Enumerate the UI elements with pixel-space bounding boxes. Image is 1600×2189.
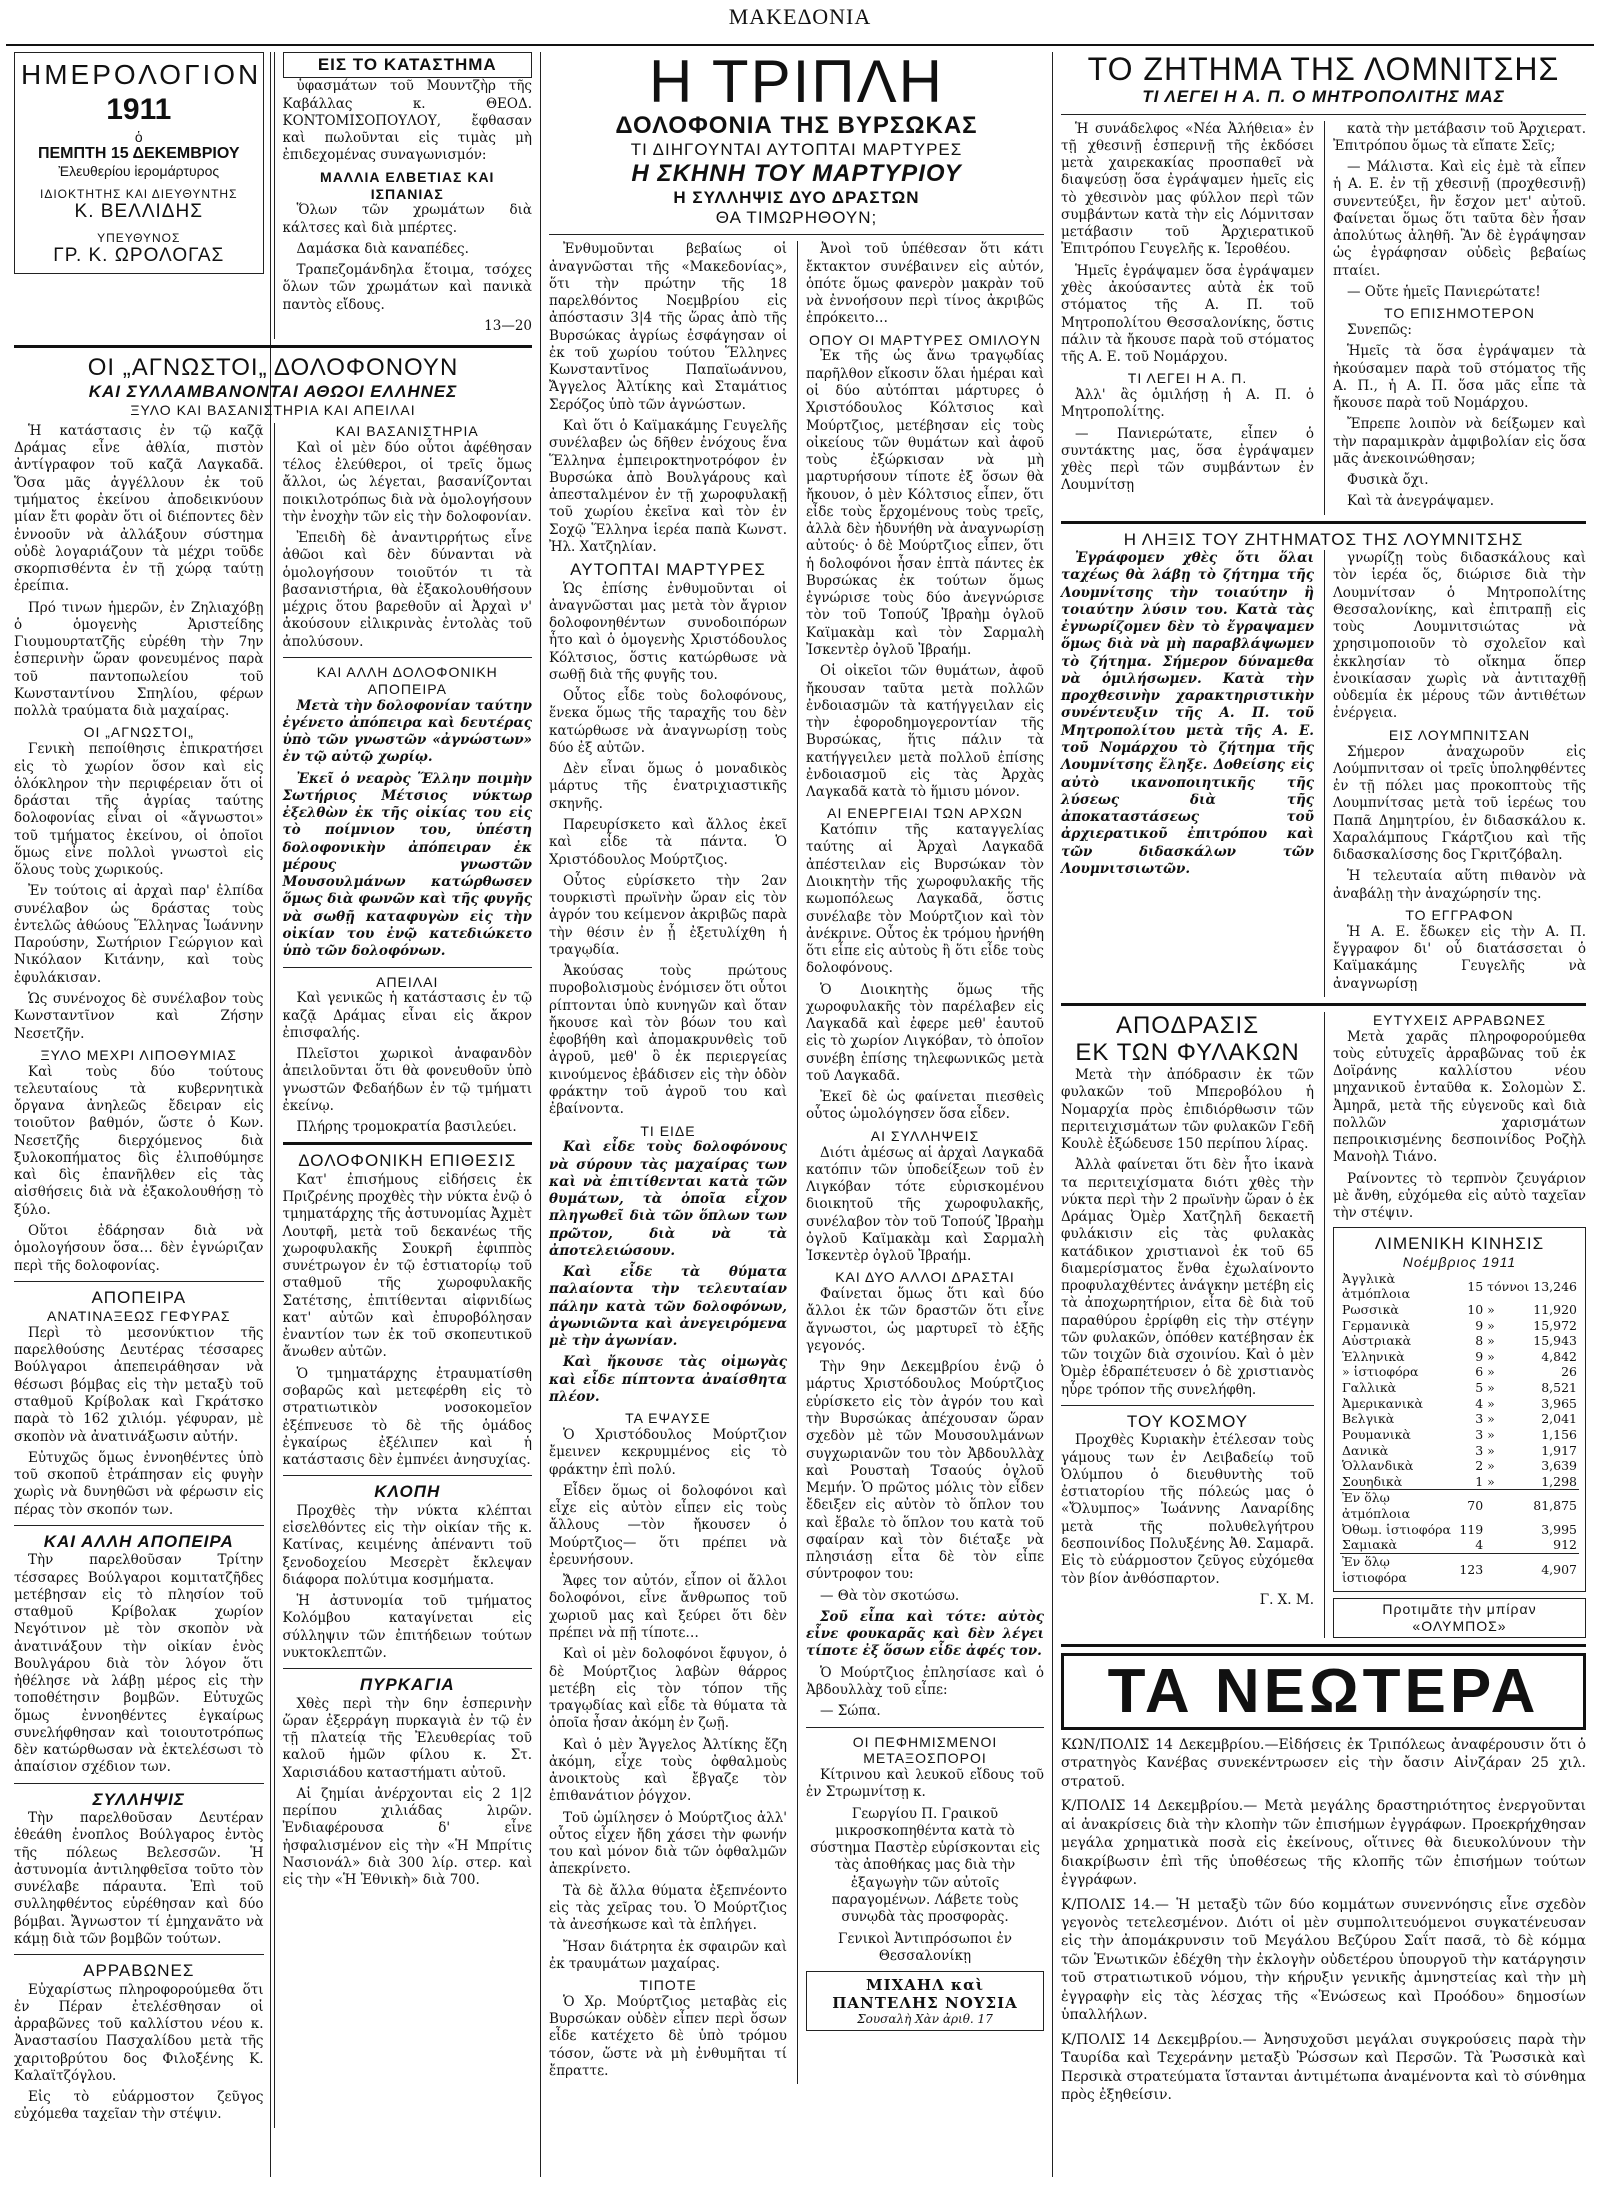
triple-line3: Η ΣΥΛΛΗΨΙΣ ΔΥΟ ΔΡΑΣΤΩΝ: [673, 187, 920, 207]
port-cell-name: Γερμανικὰ: [1342, 1317, 1410, 1333]
escape-p2: Ἀλλὰ φαίνεται ὅτι δὲν ἦτο ἱκανὰ τα περιτειχίσματα διότι χθὲς τὴν νύκτα περὶ τὴν 2 πρωϊνὴν ὥραν ὁ ἐκ Δράμας Ὀμὲρ Χατζηλῆ δεκαετῆ φυλάκισιν εἰς τὰς φυλακὰς κατάδικον χριστιανοὶ ἐκ τοῦ 65 διαμερίσματος ἔνθα ἐχωλαίνοντο προφυλαχθέντες ἀνάγκην μετέβη εἰς τὰ ἀποχωρητήριον, εἶτα δὲ διὰ τοῦ παραθύρου ἐρρίφθη εἰς τὴν στέγην τῶν φυλακῶν, ὁπόθεν κατέβησαν ἐκ τῶν τοιχῶν διὰ σχοινίου. Καὶ ὁ μὲν Ὀμὲρ ἐδραπέτευσεν ὁ δὲ χριστιανὸς ηὗρε τρόπον τῆς συνελήφθη.: [1061, 1157, 1314, 1398]
unknown-sub1: ΟΙ „ΑΓΝΩΣΤΟΙ„: [83, 724, 194, 741]
lomnitsa-p8: Συνεπῶς:: [1347, 322, 1412, 339]
rule: [1061, 1405, 1314, 1406]
triple-sub3: ΤΑ ΕΨΑΥΣΕ: [625, 1410, 711, 1427]
port-cell-name: Αὐστριακὰ: [1342, 1333, 1412, 1349]
latest-n3: Κ/ΠΟΛΙΣ 14.— Ἡ μεταξὺ τῶν δύο κομμάτων συνεννόησις εἶνε σχεδὸν γεγονὸς τετελεσμένον. Διότι οἱ μὲν συμπολιτευόμενοι συγκατένευσαν εἰς τὴν ἀπομάκρυνσιν τοῦ Μεγάλου Βεζύρου Σαΐτ πασᾶ, τὸ δὲ κόμμα τῶν Ἑνωτικῶν ἐδέχθη τὴν ἐκλογὴν οὐδετέρου ὑπουργοῦ τὴν κατάργησιν τοῦ στρατιωτικοῦ νόμου, τὴν κήρυξιν γενικῆς ἀμνηστείας καὶ τὴν μὴ ἐγγραφὴν εἰς τὰς λέσχας τῆς «Ἑνώσεως καὶ Προόδου» δημοσίων ὑπαλλήλων.: [1061, 1896, 1586, 2024]
lomnitsa-p2: Ἡμεῖς ἐγράψαμεν ὅσα ἐγράψαμεν χθὲς ἀκούσαντες αὐτὰ ἐκ τοῦ στόματος τῆς Α. Π. τοῦ Μητροπολίτου Θεσσαλονίκης, ὅστις πάλιν τὰ ἤκουσε παρὰ τοῦ στόματος τῆς Α. Ε. τοῦ Νομάρχου.: [1061, 262, 1314, 366]
port-table-row: [1340, 1396, 1579, 1412]
port-cell-count: 9: [1475, 1348, 1484, 1364]
end-question-right-col: [1324, 550, 1586, 997]
engagement-right-p1: Μετὰ χαρᾶς πληροφορούμεθα τοὺς εὐτυχεῖς ἀρραβῶνας τοῦ ἐκ Δοϊράνης καλλίστου νέου μηχανικοῦ ἐνταῦθα κ. Σολομὼν Σ. Ἀμηρᾶ, μετὰ τῆς εὐγενοῦς καὶ διὰ πολλῶν χαρισμάτων πεπροικισμένης δεσποινίδος Ροζὴλ Μανοὴλ Τιάνο.: [1333, 1028, 1586, 1166]
end-question-sub2: ΤΟ ΕΓΓΡΑΦΟΝ: [1405, 906, 1514, 923]
store-p4: Τραπεζομάνδηλα ἕτοιμα, τσόχες ὅλων τῶν χρωμάτων καὶ πανικὰ παντὸς εἴδους.: [282, 262, 532, 313]
port-table-row: [1340, 1474, 1579, 1490]
attack-p2: Ὁ τμηματάρχης ἐτραυματίσθη σοβαρῶς καὶ μετεφέρθη εἰς τὸ στρατιωτικὸν νοσοκομεῖον ἐξέπνευσε τὸ δὲ τῆς ὁμάδος ἐγκαίρως ἐξέλιπεν καὶ ἡ κατάστασις δὲν ἐμπνέει ἀνησυχίας.: [282, 1365, 532, 1469]
bridge-heading: ΑΠΟΠΕΙΡΑ: [91, 1287, 187, 1307]
engagement-left-p1: Εὐχαρίστως πληροφορούμεθα ὅτι ἐν Πέραν ἐτελέσθησαν οἱ ἀρραβῶνες τοῦ καλλίστου νέου κ. Ἀναστασίου Πασχαλίδου μετὰ τῆς χαριτοβρύτου δος Φιλοξένης Κ. Καλαϊτζόγλου.: [14, 1981, 264, 2084]
port-cell-count: 3: [1475, 1426, 1484, 1442]
port-table-body: [1340, 1271, 1579, 1490]
calendar-date: ΠΕΜΠΤΗ 15 ΔΕΚΕΜΒΡΙΟΥ: [37, 145, 240, 162]
fire-p2: Αἱ ζημίαι ἀνέρχονται εἰς 2 1|2 περίπου χιλιάδας λιρῶν. Ἐνδιαφέρουσα δ' εἶνε ἠσφαλισμένον εἰς τὴν «Ἡ Μπρίτις Νασιονάλ» διὰ 300 λίρ. στερ. καὶ εἰς τὴν «Ἡ Ἐθνικὴ» διὰ 700.: [282, 1785, 532, 1889]
triple-sub1: ΑΥΤΟΠΤΑΙ ΜΑΡΤΥΡΕΣ: [570, 560, 766, 580]
triple-p36: Γενικοὶ Ἀντιπρόσωποι ἐν Θεσσαλονίκῃ: [838, 1930, 1012, 1964]
responsible-name: ΓΡ. Κ. ΩΡΟΛΟΓΑΣ: [53, 245, 225, 266]
triple-p8: Ἀκούσας τοὺς πρώτους πυροβολισμοὺς ἐνόμισεν ὅτι οὗτοι ρίπτονται ὑπὸ κυνηγῶν καὶ ὅταν ἤκουσε καὶ τὸν βόων του καὶ ἐφοβήθη καὶ ἀπομακρυνθεὶς τοῦ ἀγροῦ, μεθ' ὃ ἐκ περιεργείας κινούμενος ἐβάδισεν εἰς τὴν ὁδὸν φράκτην τοῦ ἀγροῦ του καὶ ἐβαίνοντα.: [549, 963, 787, 1118]
silk-ad: [806, 1971, 1044, 2031]
triple-p7: Οὗτος εὑρίσκετο τὴν 2αν τουρκιστὶ πρωϊνὴν ὥραν εἰς τὸν ἀγρόν του κείμενον ἀκριβῶς παρὰ τὴν θέσιν ἐν ᾗ ἐξετυλίχθη ἡ τραγῳδία.: [549, 872, 787, 958]
triple-p24: Κατόπιν τῆς καταγγελίας ταύτης αἱ Ἀρχαὶ Λαγκαδᾶ ἀπέστειλαν εἰς Βυρσώκαν τὸν Διοικητὴν τῆς χωροφυλακῆς τῆς κωμοπόλεως Λαγκαδᾶ, ὅστις συνέλαβε τὸν Μούρτζιον καὶ τὸν ἀνέκρινε. Οὗτος ἐκ τρόμου ἠρνήθη ὅτι εἶπε εἰς αὐτοὺς ἢ ὅτι εἶδε τοὺς δολοφόνους.: [806, 822, 1044, 977]
triple-p6: Παρευρίσκετο καὶ ἄλλος ἐκεῖ καὶ εἶδε τὰ πάντα. Ὁ Χριστόδουλος Μούρτζιος.: [549, 816, 787, 868]
lomnitsa-subheading: ΤΙ ΛΕΓΕΙ Η Α. Π. Ο ΜΗΤΡΟΠΟΛΙΤΗΣ ΜΑΣ: [1142, 87, 1505, 107]
triple-p35: Γεωργίου Π. Γραικοῦ μικροσκοπηθέντα κατὰ τὸ σύστημα Παστὲρ εὑρίσκονται εἰς τὰς ἀποθήκας μας διὰ τὴν ἐξαγωγὴν τῶν αὐτοῖς παραγομένων. Λάβετε τοὺς συνῳδὰ τὰς προσφορὰς.: [810, 1805, 1040, 1926]
port-table: [1340, 1271, 1579, 1586]
threats-p2: Πλεῖστοι χωρικοὶ ἀναφανδὸν ἀπειλοῦνται ὅτι θὰ φονευθοῦν ὑπὸ γνωστῶν Φεδαήδων ἐν τῷ τμήματι ἐκείνῳ.: [282, 1046, 532, 1114]
right-section: [1053, 52, 1594, 2177]
port-cell-tons: 8,521: [1541, 1380, 1577, 1396]
rule: [1061, 114, 1586, 115]
port-total-unit: [1485, 1553, 1531, 1585]
threats-p3: Πλήρης τρομοκρατία βασιλεύει.: [296, 1119, 517, 1136]
calendar-article: ὁ: [134, 129, 143, 145]
lomnitsa-left-col: [1061, 121, 1314, 515]
port-totals: [1340, 1490, 1579, 1585]
triple-p13: Εἶδεν ὅμως οἱ δολοφόνοι καὶ εἶχε εἰς αὐτὸν εἶπεν εἰς τοὺς ἄλλους —τὸν ἤκουσεν ὁ Μούρτζιος— ὅτι πρέπει νὰ ἐρευνήσουν.: [549, 1482, 787, 1568]
rule: [1061, 1644, 1586, 1647]
port-total-name: Ἐν ὅλῳ ἱστιοφόρα: [1340, 1553, 1457, 1585]
store-heading: ΕΙΣ ΤΟ ΚΑΤΑΣΤΗΜΑ: [283, 52, 533, 78]
rule: [14, 1525, 264, 1526]
fire-heading: ΠΥΡΚΑΓΙΑ: [359, 1675, 455, 1695]
threats-p1: Καὶ γενικῶς ἡ κατάστασις ἐν τῷ καζᾷ Δράμας εἶναι εἰς ἄκρον ἐπισφαλής.: [282, 990, 532, 1041]
rule: [14, 1281, 264, 1282]
port-cell-tons: 1,298: [1541, 1473, 1577, 1489]
escape-p3: Προχθὲς Κυριακὴν ἐτέλεσαν τοὺς γάμους των ἐν Λειβαδείῳ τοῦ Ὀλύμπου ὁ διευθυντὴς τοῦ ἐστιατορίου τῆς πόλεώς μας ὁ «Ὄλυμπος» Ἰωάννης Λαναρίδης μετὰ τῆς πολυθελγήτρου δεσποινίδος Πολυξένης Ἀθ. Σαμαρᾶ. Εἰς τὸ εὐάρμοστον ζεῦγος εὐχόμεθα τὸν βίον ἀνθόσπαρτον.: [1061, 1432, 1314, 1587]
end-question-left-col: [1061, 550, 1314, 997]
rule: [14, 1783, 264, 1784]
arrest-left-p1: Τὴν παρελθοῦσαν Δευτέραν ἐθεάθη ἐνοπλος Βούλγαρος ἐντὸς τῆς πόλεως Βελεσσῶν. Ἡ ἀστυνομία ἀντιληφθεῖσα τοῦτο τὸν συνέλαβε πάραυτα. Ἐπὶ τοῦ συλληφθέντος εὑρέθησαν καὶ δύο βόμβαι. Ἄγνωστον τί ἐμηχανᾶτο νὰ κάμῃ διὰ τῶν βομβῶν τούτων.: [14, 1810, 264, 1947]
engagement-right-p2: Ραίνοντες τὸ τερπνὸν ζευγάριον μὲ ἄνθη, εὐχόμεθα εἰς αὐτὸ ταχεῖαν τὴν στέψιν.: [1333, 1170, 1586, 1222]
port-total-row: [1340, 1537, 1579, 1553]
masthead: ΜΑΚΕΔΟΝΙΑ: [728, 4, 872, 29]
port-cell-unit: τόννοι: [1487, 1278, 1530, 1294]
lomnitsa-p11: Φυσικὰ ὄχι.: [1347, 472, 1429, 489]
end-question-p5: Ἡ Α. Ε. ἔδωκεν εἰς τὴν Α. Π. ἔγγραφον δι' οὗ διατάσσεται ὁ Καϊμακάμης Γευγελῆς νὰ ἀναγνωρίσῃ: [1333, 923, 1586, 992]
escape-subheading: ΕΚ ΤΩΝ ΦΥΛΑΚΩΝ: [1075, 1039, 1300, 1067]
port-cell-name: Ρωσσικὰ: [1342, 1301, 1399, 1317]
torture-heading: ΚΑΙ ΒΑΣΑΝΙΣΤΗΡΙΑ: [335, 422, 479, 439]
lomnitsa-p12: Καὶ τὰ ἀνεγράψαμεν.: [1347, 493, 1495, 510]
port-table-row: [1340, 1380, 1579, 1396]
port-cell-tons: 3,965: [1541, 1395, 1577, 1411]
calendar-box: [14, 52, 264, 274]
triple-p25: Ὁ Διοικητὴς ὅμως τῆς χωροφυλακῆς τὸν παρέλαβεν εἰς Λαγκαδᾶ καὶ ἐφερε μεθ' ἑαυτοῦ εἰς τὸ χωρίον Λιγκόβαν, τὸ ὁποῖον συνέβη ἐπίσης τηλεφωνικῶς μετὰ τοῦ Λαγκαδᾶ.: [806, 981, 1044, 1084]
port-cell-unit: »: [1487, 1380, 1495, 1396]
triple-p10: Καὶ εἶδε τὰ θύματα παλαίοντα τὴν τελευταίαν πάλην κατὰ τῶν δολοφόνων, ἀγωνιῶντα καὶ ἀνεγειρόμενα μὲ τὴν ἀγωνίαν.: [549, 1264, 787, 1350]
port-cell-tons: 2,041: [1541, 1411, 1577, 1427]
port-cell-tons: 15,972: [1533, 1317, 1577, 1333]
engagement-right-heading: ΕΥΤΥΧΕΙΣ ΑΡΡΑΒΩΝΕΣ: [1372, 1011, 1547, 1028]
triple-p32: Ὁ Μούρτζιος ἐπλησίασε καὶ ὁ Ἀβδουλλὰχ τοῦ εἶπε:: [806, 1664, 1044, 1698]
port-cell-tons: 1,156: [1541, 1426, 1577, 1442]
lomnitsa-body: [1061, 121, 1586, 515]
triple-p3: Ὡς ἐπίσης ἐνθυμοῦνται οἱ ἀναγνῶσται μας μετὰ τὸν ἄγριον δολοφονηθέντων συνοδοιπόρων ἦτο καὶ ὁ ὁμογενὴς Χριστόδουλος Κόλτσιος, ὅστις κατώρθωσε νὰ σωθῇ διὰ τῆς φυγῆς του.: [549, 580, 787, 683]
triple-p14: Ἄφες τον αὐτόν, εἶπον οἱ ἄλλοι δολοφόνοι, εἶνε ἄνθρωπος τοῦ χωριοῦ μας καὶ ξεύρει ὅτι δὲν πρέπει νὰ πῇ τίποτε…: [549, 1573, 787, 1641]
port-cell-tons: 15,943: [1533, 1333, 1577, 1349]
port-total-tons: 3,995: [1541, 1521, 1577, 1537]
ad-address: Σουσαλὴ Χὰν ἀριθ. 17: [857, 2012, 993, 2027]
port-table-row: [1340, 1302, 1579, 1318]
lomnitsa-heading: ΤΟ ΖΗΤΗΜΑ ΤΗΣ ΛΟΜΝΙΤΣΗΣ: [1087, 52, 1560, 87]
lomnitsa-p5: κατὰ τὴν μετάβασιν τοῦ Ἀρχιερατ. Ἐπιτρόπου ὅμως τὰ εἴπατε Σεῖς;: [1333, 120, 1586, 154]
port-cell-unit: »: [1487, 1426, 1495, 1442]
port-cell-name: Βελγικὰ: [1342, 1411, 1395, 1427]
ad-names: ΜΙΧΑΗΛ καὶ ΠΑΝΤΕΛΗΣ ΝΟΥΣΙΑ: [832, 1976, 1018, 2013]
triple-sub9: ΟΙ ΠΕΦΗΜΙΣΜΕΝΟΙ ΜΕΤΑΞΟΣΠΟΡΟΙ: [852, 1733, 998, 1767]
lomnitsa-p6: — Μάλιστα. Καὶ εἰς ἐμὲ τὰ εἶπεν ἡ Α. Ε. ἐν τῇ χθεσινῇ (προχθεσινῇ) συνεντεύξει, ἣν ἔσχον μετ' αὐτοῦ. Φαίνεται ὅμως ὅτι ταῦτα δὲν ἦσαν ἀπολύτως ἀληθῆ. Ἂν δὲ ἐγράψησαν ὡς ἐγράφησαν οὐδεὶς βεβαίως πταίει.: [1333, 159, 1586, 279]
end-question-sub1: ΕΙΣ ΛΟΥΜΠΝΙΤΣΑΝ: [1388, 726, 1531, 743]
port-cell-unit: »: [1487, 1411, 1495, 1427]
port-cell-unit: »: [1487, 1364, 1495, 1380]
fire-p1: Χθὲς περὶ τὴν 6ην ἑσπερινὴν ὥραν ἐξερράγη πυρκαγιὰ ἐν τῷ ἐν τῇ πλατείᾳ τῆς Ἐλευθερίας τοῦ καλοῦ ἡμῶν φίλου κ. Στ. Χαρισιάδου καταστήματι αὐτοῦ.: [282, 1695, 532, 1781]
port-cell-count: 4: [1475, 1395, 1484, 1411]
triple-right-col: [797, 241, 1044, 2084]
triple-p16: Καὶ ὁ μὲν Ἄγγελος Ἀλτίκης ἔζη ἀκόμη, εἶχε τοὺς ὀφθαλμοὺς ἀνοικτοὺς καὶ ἔβγαζε τὸν ἐπιθανάτιον ῥόγχον.: [549, 1736, 787, 1805]
calendar-saint: Ἐλευθερίου ἱερομάρτυρος: [58, 163, 220, 179]
unknown-p3: Γενικὴ πεποίθησις ἐπικρατήσει εἰς τὸ χωρίον ὅσον καὶ εἰς ὁλόκληρον τὴν περιφέρειαν ὅτι οἱ δράσται τῆς ἀγρίας ταύτης δολοφονίας εἶναι οἱ «ἄγνωστοι» τοῦ τμήματος ἐκείνου, οἱ ὁποῖοι ὅμως εἶνε πολλοὶ γνωστοὶ εἰς ὅλους τοὺς χωρικούς.: [14, 741, 264, 879]
port-cell-name: Γαλλικὰ: [1342, 1380, 1397, 1396]
port-cell-unit: »: [1487, 1301, 1495, 1317]
triple-p31: Σοῦ εἶπα καὶ τότε: αὐτὸς εἶνε φουκαρᾶς καὶ δὲν λέγει τίποτε ἐξ ὅσων εἶδε ἀφές τον.: [806, 1608, 1044, 1660]
unknown-p7: Οὕτοι ἐδάρησαν διὰ νὰ ὁμολογήσουν ὅσα… δὲν ἐγνώριζαν περὶ τῆς δολοφονίας.: [14, 1222, 264, 1274]
top-rule: [6, 44, 1594, 46]
port-total-count: 119: [1459, 1521, 1484, 1537]
port-cell-tons: 4,842: [1541, 1348, 1577, 1364]
port-total-count: 70: [1457, 1490, 1485, 1522]
triple-p12: Ὁ Χριστόδουλος Μούρτζιον ἔμεινεν κεκρυμμένος εἰς τὸ φράκτην ἐπὶ πολύ.: [549, 1427, 787, 1478]
triple-subheading: ΔΟΛΟΦΟΝΙΑ ΤΗΣ ΒΥΡΣΩΚΑΣ: [615, 112, 978, 139]
unknown-sub2: ΞΥΛΟ ΜΕΧΡΙ ΛΙΠΟΘΥΜΙΑΣ: [40, 1046, 237, 1063]
lomnitsa-p1: Ἡ συνάδελφος «Νέα Ἀλήθεια» ἐν τῇ χθεσινῇ ἑσπερινῇ τῆς ἐκδόσει μετὰ χαιρεκακίας προσπαθεῖ νὰ διαψεύσῃ ὅσα ἐγράψαμεν ἡμεῖς εἰς τὸ χθεσινὸν μας φύλλον περὶ τῶν συμβάντων κατὰ τὴν εἰς Λόμνιτσαν μετάβασιν τοῦ Ἀρχιερατικοῦ Ἐπιτρόπου Γευγελῆς κ. Ἱεροθέου.: [1061, 120, 1314, 258]
end-question-heading: Η ΛΗΞΙΣ ΤΟΥ ΖΗΤΗΜΑΤΟΣ ΤΗΣ ΛΟΥΜΝΙΤΣΗΣ: [1123, 529, 1524, 549]
lomnitsa-p3: Ἀλλ' ἂς ὁμιλήσῃ ἡ Α. Π. ὁ Μητροπολίτης.: [1061, 387, 1314, 421]
port-cell-tons: 1,917: [1541, 1442, 1577, 1458]
escape-sig: Γ. Χ. Μ.: [1259, 1591, 1314, 1608]
theft-p2: Ἡ ἀστυνομία τοῦ τμήματος Κολόμβου καταγίνεται εἰς σύλληψιν τῶν ἐπιτήδειων τούτων νυκτοκλεπτῶν.: [282, 1593, 532, 1661]
port-table-row: [1340, 1318, 1579, 1334]
rule: [1061, 521, 1586, 524]
triple-p9: Καὶ εἶδε τοὺς δολοφόνους νὰ σύρουν τὰς μαχαίρας των καὶ νὰ ἐπιτίθενται κατὰ τῶν θυμάτων, τὰ ὁποῖα εἶχον πληγωθεῖ διὰ τῶν ὅπλων των πρῶτον, διὰ νὰ τὰ ἀποτελειώσουν.: [549, 1139, 787, 1259]
port-cell-unit: »: [1487, 1317, 1495, 1333]
rule: [283, 967, 533, 968]
escape-sub1: ΤΟΥ ΚΟΣΜΟΥ: [1126, 1412, 1249, 1432]
triple-sub4: ΤΙΠΟΤΕ: [639, 1977, 697, 1994]
left-section: [6, 52, 540, 2177]
unknown-body: [14, 423, 532, 2128]
port-table-row: [1340, 1333, 1579, 1349]
port-cell-count: 3: [1475, 1411, 1484, 1427]
unknown-p1: Ἡ κατάστασις ἐν τῷ καζᾷ Δράμας εἶνε ἀθλία, πιστὸν ἀντίγραφον τοῦ καζᾶ Λαγκαδᾶ. Ὅσα μᾶς ἀγγέλλουν ἐκ τοῦ τμήματος ἐκείνου ἀποδεικνύουν μίαν ἔτι φορὰν ὅτι οἱ διέποντες δὲν ἐννοοῦν νὰ ἀλλάξουν σύστημα οὐδὲ λογαριάζουν τὰ μέχρι τοῦδε σκορπισθέντα ἐν τῇ χώρᾳ ταύτῃ ἐρείπια.: [14, 422, 264, 595]
end-question-p4: Ἡ τελευταία αὕτη πιθανὸν νὰ ἀναβάλῃ τὴν ἀναχώρησίν της.: [1333, 868, 1586, 902]
port-cell-unit: »: [1487, 1473, 1495, 1489]
lomnitsa-p7: — Οὔτε ἡμεῖς Πανιερώτατε!: [1347, 283, 1541, 300]
theft-p1: Προχθὲς τὴν νύκτα κλέπται εἰσελθόντες εἰς τὴν οἰκίαν τῆς κ. Κατίνας, κειμένης ἀπέναντι τοῦ ξενοδοχείου Μεσερὲτ ἔκλεψαν διάφορα πολύτιμα κοσμήματα.: [282, 1502, 532, 1588]
bridge-p1: Περὶ τὸ μεσονύκτιον τῆς παρελθούσης Δευτέρας τέσσαρες Βούλγαροι ἀπεπειράθησαν νὰ θέσωσι βόμβας εἰς τὴν μεταξὺ τοῦ σταθμοῦ Κρίβολακ καὶ Γκράτσκο παρὰ τὸ 162 χιλιόμ. γέφυραν, μὲ σκοπὸν νὰ ἀνατινάξωσιν αὐτήν.: [14, 1324, 264, 1445]
latest-n1: ΚΩΝ/ΠΟΛΙΣ 14 Δεκεμβρίου.—Εἰδήσεις ἐκ Τριπόλεως ἀναφέρουσιν ὅτι ὁ στρατηγὸς Κανέβας συνεκέντρωσεν εἰς τὴν ὄασιν Αἰνζάραν 25 χιλ. στρατοῦ.: [1061, 1736, 1586, 1790]
unknown-left-col: [14, 423, 264, 2128]
escape-p1: Μετὰ τὴν ἀπόδρασιν ἐκ τῶν φυλακῶν τοῦ Μπεροβόλου ἡ Νομαρχία πρὸς ἐπιδιόρθωσιν τῶν περιτειχισμάτων τῶν φυλακῶν Γεδῆ Κουλὲ ἐξώδευσε 150 περίπου λίρας.: [1061, 1066, 1314, 1153]
port-cell-unit: »: [1487, 1348, 1495, 1364]
port-table-row: [1340, 1427, 1579, 1443]
port-total-row: [1340, 1490, 1579, 1522]
threats-heading: ΑΠΕΙΛΑΙ: [376, 973, 439, 990]
port-total-row: [1340, 1522, 1579, 1538]
unknown-subheading: ΚΑΙ ΣΥΛΛΑΜΒΑΝΟΝΤΑΙ ΑΘΩΟΙ ΕΛΛΗΝΕΣ: [88, 381, 458, 401]
lomnitsa-p9: Ἡμεῖς τὰ ὅσα ἐγράψαμεν τὰ ἠκούσαμεν παρὰ τοῦ στόματος τῆς Α. Π., ἡ Α. Π. ὅσα μᾶς εἶπε τὰ ἤκουσε παρὰ τοῦ Νομάρχου.: [1333, 343, 1586, 412]
latest-heading: ΤΑ ΝΕΩΤΕΡΑ: [1061, 1653, 1586, 1730]
port-heading: ΛΙΜΕΝΙΚΗ ΚΙΝΗΣΙΣ: [1374, 1233, 1545, 1253]
port-cell-count: 10: [1467, 1301, 1484, 1317]
port-cell-tons: 26: [1561, 1364, 1577, 1380]
rule: [283, 1668, 533, 1669]
triple-p26: Ἐκεῖ δὲ ὡς φαίνεται πιεσθεὶς οὗτος ὡμολόγησεν ὅσα εἶδεν.: [806, 1089, 1044, 1123]
port-total-count: 123: [1457, 1553, 1485, 1585]
engagement-port-col: [1324, 1012, 1586, 1638]
triple-sub7: ΑΙ ΣΥΛΛΗΨΕΙΣ: [870, 1127, 980, 1144]
lomnitsa-p10: Ἔπρεπε λοιπὸν νὰ δείξωμεν καὶ τὴν παραμικρὰν ἀμφιβολίαν εἰς ὅσα μᾶς ἀνεκοινώθησαν;: [1333, 416, 1586, 467]
bridge-p2: Εὐτυχῶς ὅμως ἐννοηθέντες ὑπὸ τοῦ σκοποῦ ἐτράπησαν εἰς φυγὴν χωρὶς νὰ δυνηθῶσι νὰ φέρωσιν εἰς πέρας τὸν σκοπόν των.: [14, 1449, 264, 1518]
rule: [806, 1727, 1044, 1728]
triple-p23: Οἱ οἰκεῖοι τῶν θυμάτων, ἀφοῦ ἤκουσαν ταῦτα μετὰ πολλῶν ἐνδοιασμῶν τὰ κατήγγειλαν εἰς τὴν ἐφοροδημογεροντίαν τῆς Βυρσώκας, ἥτις πάλιν τὰ κατήγγειλεν μετὰ πολλοῦ ἐπίσης ἐνδοιασμοῦ εἰς τὰς Ἀρχὰς Λαγκαδᾶ κατὰ τὸ ἥμισυ μόνον.: [806, 663, 1044, 801]
port-cell-unit: »: [1487, 1333, 1495, 1349]
port-cell-count: 15: [1467, 1278, 1484, 1294]
unknown-heading: ΟΙ „ΑΓΝΩΣΤΟΙ„ ΔΟΛΟΦΟΝΟΥΝ: [87, 354, 459, 382]
port-cell-count: 1: [1475, 1473, 1484, 1489]
director-name: Κ. ΒΕΛΛΙΔΗΣ: [74, 201, 203, 222]
attack-p1: Κατ' ἐπισήμους εἰδήσεις ἐκ Πριζρένης προχθὲς τὴν νύκτα ἐνῷ ὁ τμηματάρχης τῆς ἀστυνομίας Ἀχμὲτ Λουτφῆ, μετὰ τοῦ δεκανέως τῆς χωροφυλακῆς Σουκρῆ ἐφιππὸς συνέτρωγον ἐν τῷ ἑστιατορίῳ τοῦ σταθμοῦ τῆς χωροφυλακῆς Σατέτσης, ἐπιτίθενται αἰφνιδίως κατ' αὐτῶν καὶ ἐπυροβόλησαν ἐναντίον των ἐκ τοῦ σκοπευτικοῦ ἄνωθεν αὐτῶν.: [282, 1171, 532, 1361]
store-p3: Δαμάσκα διὰ καναπέδες.: [296, 240, 469, 257]
port-total-name: Ὀθωμ. ἱστιοφόρα: [1342, 1521, 1451, 1537]
triple-p21: Ἀνοὶ τοῦ ὑπέθεσαν ὅτι κάτι ἔκτακτον συνέβαινεν εἰς αὐτόν, ὁπότε ὅμως φανερὸν μακρὰν τοῦ νὰ ἐννοήσουν περὶ τίνος ἀκριβῶς ἐπρόκειτο…: [806, 241, 1044, 327]
port-cell-unit: »: [1487, 1395, 1495, 1411]
port-cell-name: Ὁλλανδικὰ: [1342, 1458, 1414, 1474]
port-cell-name: » ἱστιοφόρα: [1342, 1364, 1419, 1380]
bridge-subheading: ΑΝΑΤΙΝΑΞΕΩΣ ΓΕΦΥΡΑΣ: [47, 1308, 231, 1325]
triple-p29: Τὴν 9ην Δεκεμβρίου ἐνῷ ὁ μάρτυς Χριστόδουλος Μούρτζιος εὑρίσκετο εἰς τὸν ἀγρόν του καὶ τὴν Βυρσώκας ἀπέχουσαν ὥραν σχεδὸν μὲ τῶν Μουσουλμάνων συγχωριανῶν του τὸν Ἀβδουλλὰχ καὶ Ρουσταὴ Τσαούς ὀγλοῦ Μεμήν. Ὁ πρῶτος μόλις τὸν εἶδεν ἔδειξεν εἰς αὐτὸν τὸ ὅπλον του καὶ ἔβαλε τὸ ὅπλον του κατὰ τοῦ σφαίραν καὶ τὸν διέταξε νὰ πλησιάσῃ εἶτα δὲ τὸν εἶπε σύντροφον του:: [806, 1359, 1044, 1583]
triple-sub6: ΑΙ ΕΝΕΡΓΕΙΑΙ ΤΩΝ ΑΡΧΩΝ: [827, 805, 1023, 822]
triple-p1: Ἐνθυμοῦνται βεβαίως οἱ ἀναγνῶσται τῆς «Μακεδονίας», ὅτι τὴν πρώτην τῆς 18 παρελθόντος Νοεμβρίου εἰς ἀπόστασιν 3|4 τῆς ὥρας ἀπὸ τῆς Βυρσώκας ἀγρίως ἐσφάγησαν οἱ ἐκ τοῦ χωρίου τούτου Ἕλληνες Κωνσταντῖνος Παπαϊωάννου, Ἄγγελος Ἀλτίκης καὶ Σταμάτιος Σερόζος ὑπὸ τῶν ἀγνώστων.: [549, 241, 787, 413]
triple-sub8: ΚΑΙ ΔΥΟ ΑΛΛΟΙ ΔΡΑΣΤΑΙ: [835, 1269, 1015, 1286]
triple-line1: ΤΙ ΔΙΗΓΟΥΝΤΑΙ ΑΥΤΟΠΤΑΙ ΜΑΡΤΥΡΕΣ: [630, 139, 963, 159]
port-cell-count: 8: [1475, 1333, 1484, 1349]
triple-p17: Τοῦ ὡμίλησεν ὁ Μούρτζιος ἀλλ' οὗτος εἶχεν ἤδη χάσει τὴν φωνήν του καὶ μόνον διὰ τῶν ὀφθαλμῶν ἀπεκρίνετο.: [549, 1809, 787, 1878]
port-total-count: 4: [1475, 1537, 1484, 1553]
calendar-title: ΗΜΕΡΟΛΟΓΙΟΝ: [21, 59, 262, 90]
port-cell-name: Ἀμερικανικὰ: [1342, 1395, 1423, 1411]
theft-heading: ΚΛΟΠΗ: [374, 1482, 441, 1502]
escape-col: [1061, 1012, 1314, 1638]
rule: [1061, 1003, 1586, 1006]
middle-section: [541, 52, 1052, 2177]
engagement-left-heading: ΑΡΡΑΒΩΝΕΣ: [83, 1961, 195, 1981]
other-attempt-p1: Μετὰ τὴν δολοφονίαν ταύτην ἐγένετο ἀπόπειρα καὶ δευτέρας ὑπὸ τῶν γνωστῶν «ἀγνώστων» ἐν τῷ αὐτῷ χωρίῳ.: [282, 697, 532, 766]
unknown-p6: Καὶ τοὺς δύο τούτους τελευταίους τὰ κυβερνητικὰ ὄργανα ἀνηλεῶς ἔδειραν εἰς τοιοῦτον βαθμόν, ὥστε ὁ Κων. Νεσετζῆς διερχόμενος διὰ ξυλοκοπήματος δὶς ἐλιποθύμησε καὶ δὶς ἐπανῆλθεν εἰς τὰς αἰσθήσεις διὰ νὰ ἐξακολουθήσῃ τὸ ξύλο.: [14, 1063, 264, 1218]
port-total-tons: 912: [1553, 1537, 1577, 1553]
triple-p22: Ἐκ τῆς ὡς ἄνω τραγῳδίας παρῆλθον εἴκοσιν ὅλαι ἡμέραι καὶ οἱ δύο αὐτόπται μάρτυρες ὁ Χριστόδουλος Κόλτσιος καὶ Μούρτζιος, μετέβησαν εἰς τοὺς οἰκείους τῶν θυμάτων καὶ ἀφοῦ τοὺς ἐξώρκισαν νὰ μὴ μαρτυρήσουν τίποτε ἐξ ὅσων θὰ ἤκουον, ὁ μὲν Κόλτσιος εἶπεν, ὅτι εἶδε τοὺς ἔρχομένους τοὺς τρεῖς, ἀλλὰ δὲν ἠδυνήθη νὰ ἀναγνωρίσῃ αὐτούς· ὁ δὲ Μούρτζιος εἶπεν, ὅτι ἡ δολοφόνοι ἦσαν ἑπτὰ πάντες ἐκ Βυρσώκας ἐκ τούτων ὅμως ἐγνώρισε τοὺς δύο ἀνεγνώρισε τὸν τοῦ Τοπούζ Ἰβραὴμ ὀγλοῦ Καϊμακὰμ καὶ τὸν Σαρμαλὴ Ἰσκεντὲρ ὀγλοῦ Ἰβραήμ.: [806, 348, 1044, 658]
triple-line4: ΘΑ ΤΙΜΩΡΗΘΟΥΝ;: [715, 207, 878, 227]
port-cell-unit: »: [1487, 1458, 1495, 1474]
escape-heading: ΑΠΟΔΡΑΣΙΣ: [1115, 1011, 1260, 1039]
lomnitsa-sub2: ΤΟ ΕΠΙΣΗΜΟΤΕΡΟΝ: [1384, 305, 1535, 322]
top-left-row: [14, 52, 532, 339]
rule: [14, 345, 532, 348]
triple-p18: Τὰ δὲ ἄλλα θύματα ἐξεπνέοντο εἰς τὰς χεῖρας του. Ὁ Μούρτζιος τὰ ἀνεσήκωσε καὶ τὰ ἐπλήγει.: [549, 1882, 787, 1934]
another-heading: ΚΑΙ ΑΛΛΗ ΑΠΟΠΕΙΡΑ: [43, 1531, 234, 1551]
port-total-tons: 81,875: [1531, 1490, 1579, 1522]
port-table-row: [1340, 1411, 1579, 1427]
triple-p34: Κίτρινου καὶ λευκοῦ εἴδους τοῦ ἐν Στρωμνίτσῃ κ.: [806, 1767, 1044, 1801]
triple-p28: Φαίνεται ὅμως ὅτι καὶ δύο ἄλλοι ἐκ τῶν δραστῶν ὅτι εἶνε ἄγνωστοι, ὡς μαρτυρεῖ τὸ ἑξῆς γεγονός.: [806, 1286, 1044, 1354]
port-cell-tons: 3,639: [1541, 1458, 1577, 1474]
unknown-p5: Ὡς συνένοχος δὲ συνέλαβον τοὺς Κωνσταντῖνον καὶ Ζήσην Νεσετζῆν.: [14, 990, 264, 1042]
triple-sub2: ΤΙ ΕΙΔΕ: [640, 1122, 696, 1139]
triple-p33: — Σώπα.: [820, 1703, 881, 1720]
escape-row: [1061, 1012, 1586, 1638]
port-cell-count: 3: [1475, 1442, 1484, 1458]
triple-left-col: [549, 241, 787, 2084]
unknown-p2: Πρό τινων ἡμερῶν, ἐν Ζηλιαχόβῃ ὁ ὁμογενὴς Ἀριστείδης Γιουμουρτατζῆς εὑρέθη τὴν 7ην ἑσπερινὴν ὥραν φονευμένος παρὰ τοῦ παντοπωλείου τοῦ Κωνσταντίνου Σπηλίου, φέρων πολλὰ τραύματα διὰ μαχαίρας.: [14, 599, 264, 720]
triple-body: [549, 241, 1044, 2084]
rule: [283, 1142, 533, 1145]
triple-p19: Ἤσαν διάτρητα ἐκ σφαιρῶν καὶ ἐκ τραυμάτων μαχαίρας.: [549, 1938, 787, 1972]
port-table-row: [1340, 1443, 1579, 1459]
end-question-p1: Ἐγράφομεν χθὲς ὅτι ὅλαι ταχέως θὰ λάβῃ τὸ ζήτημα τῆς Λουμνίτσης τὴν τοιαύτην ἢ τοιαύτην λύσιν του. Κατὰ τὰς ἐγνωρίζομεν δὲν τὸ ἔγραψαμεν ὅμως διὰ νὰ μὴ παραβλάψωμεν τὸ ζήτημα. Σήμερον δύναμεθα νὰ ὁμιλήσωμεν. Κατὰ τὴν προχθεσινὴν χαρακτηριστικὴν συνέντευξιν τῆς Α. Π. τοῦ Μητροπολίτου μετὰ τῆς Α. Ε. τοῦ Νομάρχου τὸ ζήτημα τῆς Λουμνίτσης ἔληξε. Δοθείσης εἰς αὐτὸ ικανοποιητικῆς τῆς λύσεως διὰ τῆς ἀποκαταστάσεως τοῦ ἀρχιερατικοῦ ἐπιτρόπου καὶ τῶν διδασκάλων τῶν Λουμνιτσιωτῶν.: [1061, 550, 1314, 877]
port-cell-tons: 11,920: [1533, 1301, 1577, 1317]
rule: [283, 657, 533, 658]
torture-p1: Καὶ οἱ μὲν δύο οὗτοι ἀφέθησαν τέλος ἐλεύθεροι, οἱ τρεῖς ὅμως ἄλλοι, ὡς λέγεται, βασανίζονται ποικιλοτρόπως διὰ νὰ ὁμολογήσουν τὴν ἐνοχὴν τῶν εἰς τὴν δολοφονίαν.: [282, 439, 532, 525]
triple-heading: Η ΤΡΙΠΛΗ: [649, 52, 944, 115]
triple-p15: Καὶ οἱ μὲν δολοφόνοι ἔφυγον, ὁ δὲ Μούρτζιος λαβὼν θάρρος μετέβη εἰς τὸν τόπον τῆς τραγῳδίας καὶ εἶδε τὰ θύματα τὰ ὁποῖα ἦσαν ἀκόμη ἐν ζωῇ.: [549, 1646, 787, 1732]
port-table-row: [1340, 1364, 1579, 1380]
rule: [283, 1475, 533, 1476]
other-attempt-heading: ΚΑΙ ΑΛΛΗ ΔΟΛΟΦΟΝΙΚΗ ΑΠΟΠΕΙΡΑ: [316, 663, 498, 697]
rule: [549, 234, 1044, 235]
port-cell-tons: 13,246: [1533, 1278, 1577, 1294]
port-box: [1333, 1227, 1586, 1593]
lomnitsa-p4: — Πανιερώτατε, εἶπεν ὁ συντάκτης μας, ὅσα ἐγράψαμεν χθὲς περὶ τῶν συμβάντων ἐν Λουμνίτσῃ: [1061, 425, 1314, 494]
store-ref: 13—20: [484, 317, 532, 334]
calendar-column: [14, 52, 264, 339]
end-question-p3: Σήμερον ἀναχωροῦν εἰς Λούμπνιτσαν οἱ τρεῖς ὑποληφθέντες ἐν τῇ πόλει μας προκοπτοὺς τῆς Λουμπνίτσας μετὰ τοῦ ἱερέως του Παπᾶ Δημητρίου, ἐν διδασκάλου κ. Χαραλάμπους Γκάρτζιου καὶ τῆς διδασκαλίσσης δος Γκριτζόβαλη.: [1333, 743, 1586, 864]
port-footer: Προτιμᾶτε τὴν μπίραν «ΟΛΥΜΠΟΣ»: [1333, 1598, 1586, 1638]
unknown-p4: Ἐν τούτοις αἱ ἀρχαὶ παρ' ἐλπίδα συνέλαβον ὡς δράστας τοὺς ἐντελῶς ἀθώους Ἕλληνας Ἰωάννην Παρούσην, Σωτήριον Γεώργιον καὶ Νικόλαον Κιτάνην, καὶ τοὺς ἐφυλάκισαν.: [14, 883, 264, 986]
port-table-row: [1340, 1458, 1579, 1474]
port-table-row: [1340, 1349, 1579, 1365]
triple-p2: Καὶ ὅτι ὁ Καϊμακάμης Γευγελῆς συνέλαβεν ὡς δῆθεν ἐνόχους ἕνα Ἕλληνα ἐμπειροκτηνοτρόφον ἐν Βυρσώκα ἀπὸ Βουλγάρους καὶ ἀπεσταλμένον ἐν τῇ χωροφυλακῇ τοῦ χωρίου ἐκεῖνα καὶ τὸν ἐν Σοχῷ Ἕλληνα ἱερέα παπὰ Κωνστ. Ἠλ. Χατζηλίαν.: [549, 418, 787, 555]
store-p1: ὑφασμάτων τοῦ Μουντζὴρ τῆς Καβάλλας κ. ΘΕΟΔ. ΚΟΝΤΟΜΙΣΟΠΟΥΛΟΥ, ἔφθασαν καὶ πωλοῦνται εἰς τιμὰς μὴ ἐπιδεχομένας συναγωνισμόν:: [282, 78, 532, 164]
unknown-tagline: ΞΥΛΟ ΚΑΙ ΒΑΣΑΝΙΣΤΗΡΙΑ ΚΑΙ ΑΠΕΙΛΑΙ: [130, 402, 416, 419]
port-cell-unit: »: [1487, 1442, 1495, 1458]
triple-p27: Διότι ἀμέσως αἱ ἀρχαὶ Λαγκαδᾶ κατόπιν τῶν ὑποδείξεων τοῦ ἐν Λιγκόβαν τότε εὑρισκομένου διοικητοῦ τῆς χωροφυλακῆς, συνέλαβον τὸν τοῦ Τοπούζ Ἰβραὴμ ὀγλοῦ Καϊμακὰμ καὶ Σαρμαλὴ Ἰσκεντὲρ ὀγλοῦ Ἰβραήμ.: [806, 1144, 1044, 1265]
store-p2: Ὅλων τῶν χρωμάτων διὰ κάλτσες καὶ διὰ μπέρτες.: [282, 202, 532, 236]
port-total-tons: 4,907: [1531, 1553, 1579, 1585]
latest-n4: Κ/ΠΟΛΙΣ 14 Δεκεμβρίου.— Ἀνησυχοῦσι μεγάλαι συγκρούσεις παρὰ τὴν Ταυρίδα καὶ Τεχεράνην μεταξὺ Ῥώσσων καὶ Περσῶν. Τὰ Ῥωσσικὰ καὶ Περσικὰ στρατεύματα ἵστανται ἀντιμέτωπα ἀναμένοντα καὶ τὸ σύνθημα πρὸς ἐξηθείσιν.: [1061, 2031, 1586, 2104]
triple-p11: Καὶ ἤκουσε τὰς οἰμωγὰς καὶ εἶδε πίπτοντα ἀναίσθητα πλέον.: [549, 1354, 787, 1406]
end-question-p2: γνωρίζῃ τοὺς διδασκάλους καὶ τὸν ἱερέα ὅς, διώρισε διὰ τὴν Λουμνίτσαν ὁ Μητροπολίτης Θεσσαλονίκης, καὶ ἐπιτραπῇ εἰς τοὺς Λουμνιτσιώτας νὰ χρησιμοποιοῦν τὸ σχολεῖον καὶ ἐκκλησίαν τὸ οἴκημα ὅπερ ἐνοικίασαν χωρὶς νὰ ἀντιταχθῇ οὐδεμία ἐκ μέρους τῶν ἀντιθέτων ἐνέργεια.: [1333, 550, 1586, 722]
end-question-body: [1061, 550, 1586, 997]
port-total-name: Ἐν ὅλῳ ἀτμόπλοια: [1340, 1490, 1457, 1522]
engagement-left-p2: Εἰς τὸ εὐάρμοστον ζεῦγος εὐχόμεθα ταχεῖαν τὴν στέψιν.: [14, 2089, 264, 2123]
port-cell-count: 5: [1475, 1380, 1484, 1396]
port-cell-count: 2: [1475, 1458, 1484, 1474]
port-total-name: Σαμιακὰ: [1342, 1537, 1397, 1553]
arrest-left-heading: ΣΥΛΛΗΨΙΣ: [92, 1789, 185, 1809]
latest-n2: Κ/ΠΟΛΙΣ 14 Δεκεμβρίου.— Μετὰ μεγάλης δραστηριότητος ἐνεργοῦνται αἱ ἀνακρίσεις διὰ τὴν κλοπὴν τῶν ἐπισήμων ἐγγράφων. Προεκρήχθησαν μεγάλα χρηματικὰ ποσὰ εἰς ἐκείνους, οἵτινες θὰ διευκολύνουν τὴν διακρίβωσιν ἐπὶ τῆς ὑποθέσεως τῆς κλοπῆς τῶν ἐπισήμων τούτων ἐγγράφων.: [1061, 1798, 1586, 1889]
director-role: ΙΔΙΟΚΤΗΤΗΣ ΚΑΙ ΔΙΕΥΘΥΝΤΗΣ: [40, 187, 238, 201]
another-p1: Τὴν παρελθοῦσαν Τρίτην τέσσαρες Βούλγαροι κομιτατζῆδες μετέβησαν εἰς τὸ πλησίον τοῦ σταθμοῦ Κρίβολακ χωρίον Νεγότινον μὲ τὸν σκοπὸν νὰ ἀνατινάξουν τὴν οἰκίαν ἑνὸς Βουλγάρου διὰ τὸν λόγον ὅτι ἠθέλησε νὰ λάβῃ μέρος εἰς τὴν τοποθέτησιν βομβῶν. Εὐτυχῶς ὅμως ἐννοηθέντες ἐγκαίρως συνελήφθησαν καὶ τοιουτοτρόπως δὲν κατώρθωσαν νὰ ἐκτελέσωσι τὸ ἀπαίσιον σχέδιον των.: [14, 1552, 264, 1776]
port-total-unit: [1485, 1537, 1531, 1553]
port-total-unit: [1485, 1490, 1531, 1522]
port-cell-name: Ρουμανικὰ: [1342, 1426, 1411, 1442]
port-total-unit: [1485, 1522, 1531, 1538]
triple-p4: Οὗτος εἶδε τοὺς δολοφόνους, ἕνεκα ὅμως τῆς ταραχῆς του δὲν κατώρθωσε νὰ ἀναγνωρίσῃ τοὺς δύο ἐξ αὐτῶν.: [549, 688, 787, 756]
responsible-role: ΥΠΕΥΘΥΝΟΣ: [97, 231, 181, 245]
port-cell-name: Σουηδικὰ: [1342, 1473, 1403, 1489]
triple-sub5: ΟΠΟΥ ΟΙ ΜΑΡΤΥΡΕΣ ΟΜΙΛΟΥΝ: [809, 331, 1041, 348]
calendar-year: 1911: [106, 93, 172, 126]
other-attempt-p2: Ἐκεῖ ὁ νεαρὸς Ἕλλην ποιμὴν Σωτήριος Μέτσιος νύκτωρ ἐξελθὼν ἐκ τῆς οἰκίας του εἰς τὸ ποίμνιον του, ὑπέστη δολοφονικὴν ἀπόπειραν ἐκ μέρους γνωστῶν Μουσουλμάνων κατώρθωσεν ὅμως διὰ φωνῶν καὶ τῆς φυγῆς νὰ σωθῇ καταφυγὼν εἰς τὴν οἰκίαν του ἐνῷ κατεδιώκετο ὑπὸ τῶν δολοφόνων.: [282, 770, 532, 960]
rule: [14, 1954, 264, 1955]
port-cell-count: 6: [1475, 1364, 1484, 1380]
lomnitsa-sub1: ΤΙ ΛΕΓΕΙ Η Α. Π.: [1127, 370, 1248, 387]
store-sub: ΜΑΛΛΙΑ ΕΛΒΕΤΙΑΣ ΚΑΙ ΙΣΠΑΝΙΑΣ: [320, 168, 495, 202]
port-subheading: Νοέμβριος 1911: [1402, 1253, 1517, 1270]
port-cell-name: Ἑλληνικὰ: [1342, 1348, 1405, 1364]
triple-p20: Ὁ Χρ. Μούρτζιος μεταβὰς εἰς Βυρσώκαν οὐδὲν εἶπεν περὶ ὅσων εἶδε κατέχετο δὲ ὑπὸ τρόμου τόσον, ὥστε νὰ μὴ ἐνθυμῆται τί ἔπραττε.: [549, 1993, 787, 2079]
torture-p2: Ἐπειδὴ δὲ ἀναντιρρήτως εἶνε ἀθῶοι καὶ δὲν δύνανται νὰ ὁμολογήσουν τοιοῦτόν τι τὰ βασανιστήρια, θὰ ἐξακολουθήσουν μέχρις ὅτου βαρεθοῦν αἱ Ἀρχαὶ ν' ἀκούσουν εἰλικρινὰς ἐντολὰς τοῦ ἀπολύσουν.: [282, 530, 532, 650]
unknown-right-col: [274, 423, 533, 2128]
triple-line2: Η ΣΚΗΝΗ ΤΟΥ ΜΑΡΤΥΡΙΟΥ: [631, 159, 962, 187]
port-cell-count: 9: [1475, 1317, 1484, 1333]
triple-p30: — Θὰ τὸν σκοτώσω.: [820, 1587, 960, 1604]
triple-p5: Δὲν εἶναι ὅμως ὁ μοναδικὸς μάρτυς τῆς ἐνατριχιαστικῆς σκηνῆς.: [549, 761, 787, 812]
port-table-row: [1340, 1271, 1579, 1302]
attack-heading: ΔΟΛΟΦΟΝΙΚΗ ΕΠΙΘΕΣΙΣ: [298, 1151, 517, 1171]
port-cell-name: Δανικὰ: [1342, 1442, 1389, 1458]
port-cell-name: Ἀγγλικὰ ἀτμόπλοια: [1342, 1270, 1411, 1302]
store-ad-column: [274, 52, 533, 339]
lomnitsa-right-col: [1324, 121, 1586, 515]
port-total-row: [1340, 1553, 1579, 1585]
